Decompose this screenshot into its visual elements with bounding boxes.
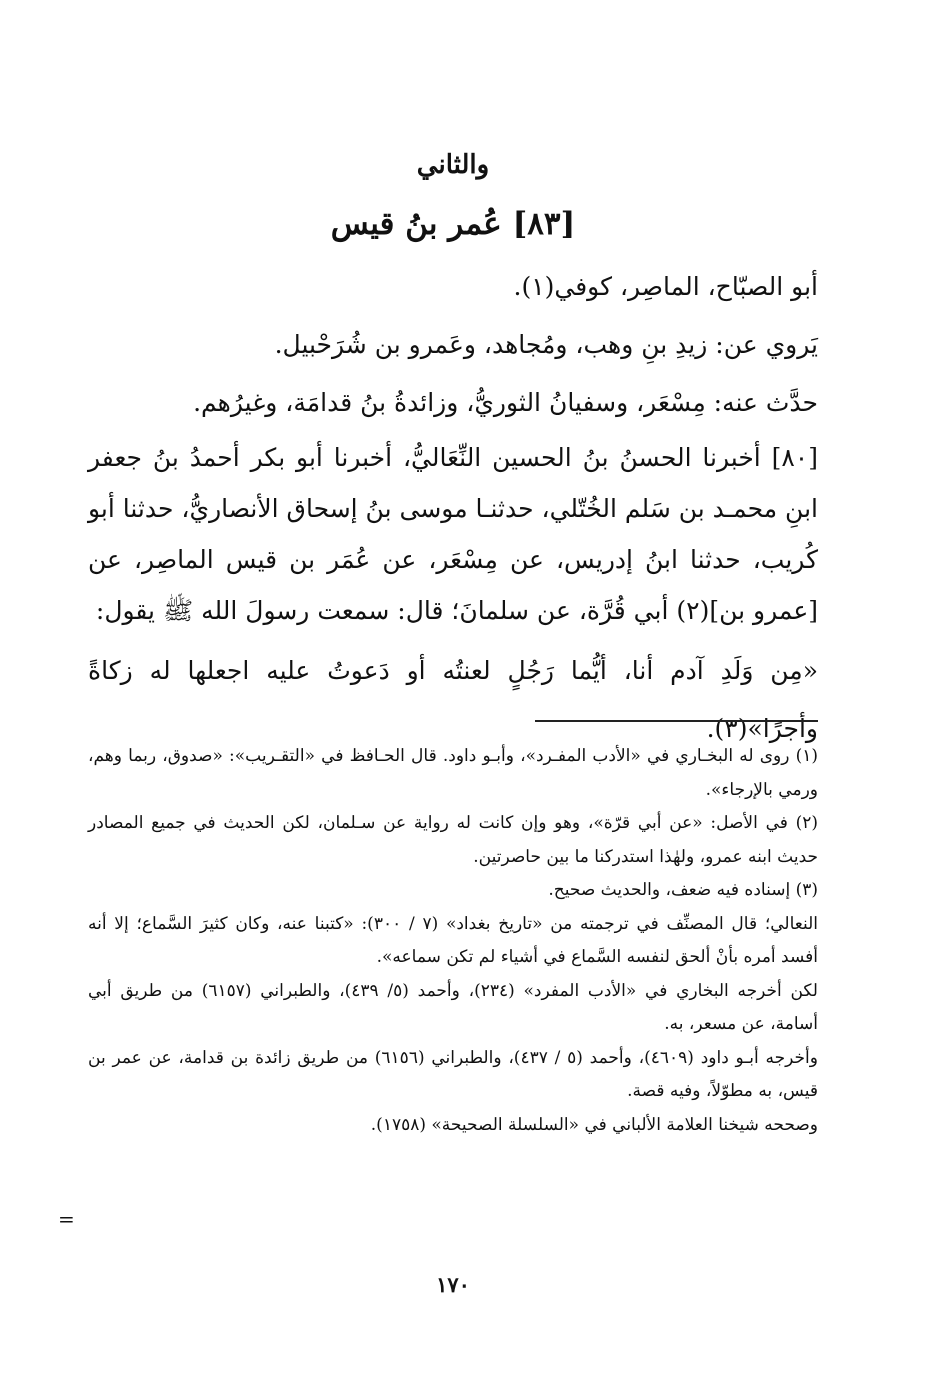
footnote-1: (١) روى له البخـاري في «الأدب المفـرد»، وأبـو داود. قال الحـافظ في «التقـريب»: «صدوق، ربما وهم، ورمي بالإرجاء». (88, 746, 818, 800)
hadith-text: «مِن وَلَدِ آدم أنا، أيُّما رَجُلٍ لعنتُه أو دَعوتُ عليه اجعلها له زكاةً وأجرًا»(٣). (88, 656, 818, 743)
book-page (88, 0, 818, 1379)
footnote-3: (٣) إسناده فيه ضعف، والحديث صحيح. (548, 880, 818, 900)
footnotes (88, 740, 818, 1142)
footnote-3-note-abudawud: وأخرجه أبـو داود (٤٦٠٩)، وأحمد (٥ / ٤٣٧)، والطبراني (٦١٥٦) من طريق زائدة بن قدامة، عن عمر بن قيس، به مطوّلاً، وفيه قصة. (88, 1047, 818, 1101)
footnote-3-note-nialy: النعالي؛ قال المصنِّف في ترجمته من «تاريخ بغداد» (٧ / ٣٠٠): «كتبنا عنه، وكان كثيرَ السَّماع؛ إلا أنه أفسد أمره بأنْ ألحق لنفسه السَّماع في أشياء لم تكن سماعه». (88, 913, 818, 967)
footnote-3-note-albani: وصححه شيخنا العلامة الألباني في «السلسلة الصحيحة» (١٧٥٨). (370, 1114, 818, 1135)
section-label: والثاني (416, 150, 490, 180)
page-number: ١٧٠ (436, 1272, 470, 1297)
continuation-mark: = (58, 1207, 75, 1231)
footnote-2: (٢) في الأصل: «عن أبي قرّة»، وهو وإن كانت له رواية عن سـلمان، لكن الحديث في جميع المصادر حديث ابنه عمرو، ولهٰذا استدركنا ما بين حاصرتين. (88, 813, 818, 867)
footnote-divider (535, 720, 818, 722)
footnote-3-note-bukhari: لكن أخرجه البخاري في «الأدب المفرد» (٢٣٤)، وأحمد (٥/ ٤٣٩)، والطبراني (٦١٥٧) من طريق أبي أسامة، عن مسعر، به. (88, 980, 818, 1034)
narrated-by: حدَّث عنه: مِسْعَر، وسفيانُ الثوريُّ، وزائدةُ بنُ قدامَة، وغيرُهم. (193, 388, 818, 417)
hadith-chain: [٨٠] أخبرنا الحسنُ بنُ الحسين النِّعَاليُّ، أخبرنا أبو بكر أحمدُ بنُ جعفر ابنِ محمـد بن سَلم الخُتّلي، حدثنـا موسى بنُ إسحاق الأنصاريُّ، حدثنا أبو كُريب، حدثنا ابنُ إدريس، عن مِسْعَر، عن عُمَر بن قيس الماصِر، عن [عمرو بن](٢) أبي قُرَّة، عن سلمانَ؛ قال: سمعت رسولَ الله ﷺ يقول: (88, 443, 818, 625)
narrator-identity: أبو الصبّاح، الماصِر، كوفي(١). (513, 272, 818, 301)
entry-title: [٨٣] عُمر بنُ قيس (330, 206, 576, 242)
narrates-from: يَروي عن: زيدِ بنِ وهب، ومُجاهد، وعَمرو بن شُرَحْبيل. (274, 330, 818, 359)
entry-body (88, 258, 818, 758)
